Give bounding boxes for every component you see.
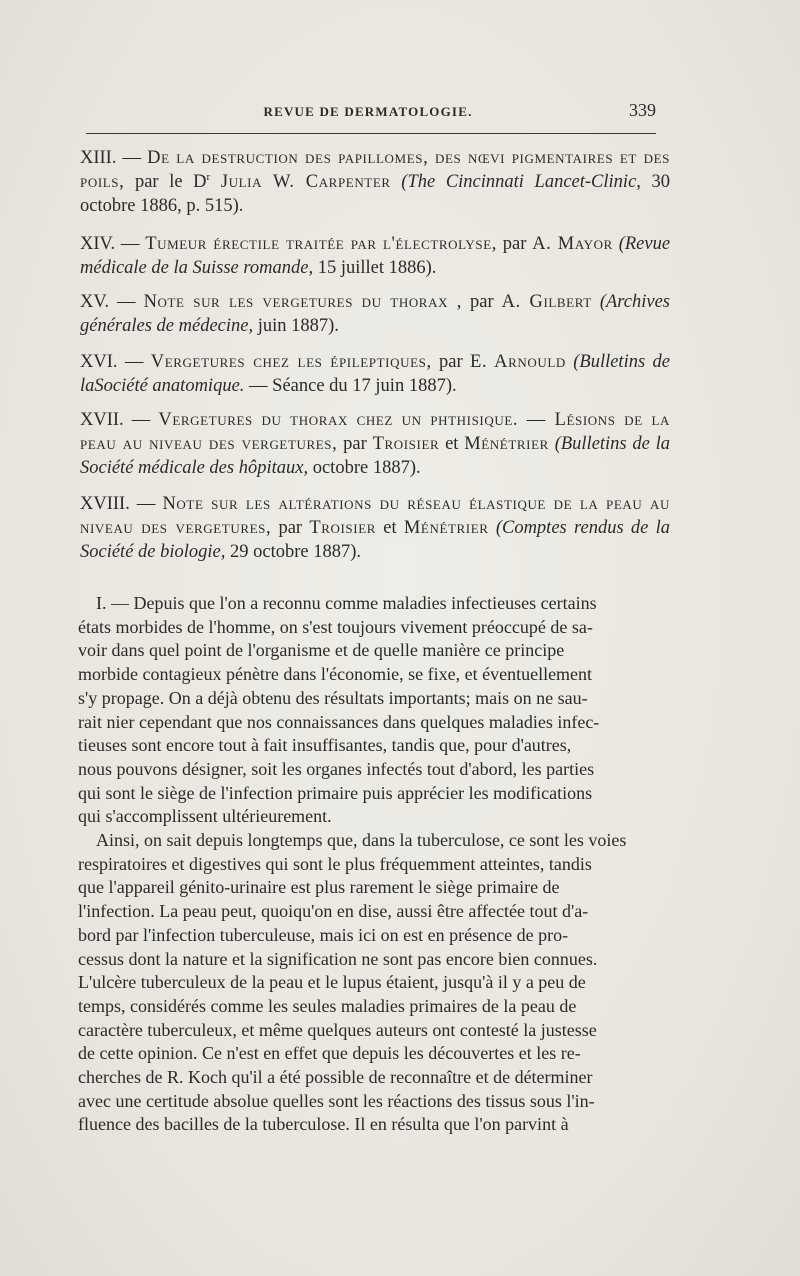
bib-entry-15 bbox=[80, 290, 670, 338]
bib-author: Troisier bbox=[372, 434, 440, 454]
bib-title: Note sur les altérations du réseau élastique de la peau au niveau des vergetures, bbox=[80, 494, 670, 538]
text-line: qui sont le siège de l'infection primaire puis apprécier les modifications bbox=[78, 782, 593, 803]
bib-author: Julia W. Carpenter bbox=[220, 172, 391, 192]
text-line: l'infection. La peau peut, quoiqu'on en dise, aussi être affectée tout d'a- bbox=[78, 901, 589, 922]
paragraph-2 bbox=[78, 829, 656, 1137]
text-line: voir dans quel point de l'organisme et de quelle manière ce principe bbox=[78, 640, 565, 661]
text-line: états morbides de l'homme, on s'est toujours vivement préoccupé de sa- bbox=[78, 616, 593, 637]
bib-entry-17 bbox=[80, 408, 670, 480]
text-line: avec une certitude absolue quelles sont les réactions des tissus sous l'in- bbox=[78, 1090, 595, 1111]
bib-by: par bbox=[439, 352, 463, 372]
bib-title: Tumeur érectile traitée par l'électrolyse, bbox=[145, 234, 497, 254]
bib-sup: r bbox=[206, 170, 211, 183]
text-line: rait nier cependant que nos connaissances dans quelques maladies infec- bbox=[78, 711, 600, 732]
text-line: de cette opinion. Ce n'est en effet que depuis les découvertes et les re- bbox=[78, 1043, 581, 1064]
bib-entry-16 bbox=[80, 350, 670, 398]
running-title: REVUE DE DERMATOLOGIE. bbox=[263, 104, 473, 119]
text-line: cessus dont la nature et la signification ne sont pas encore bien connues. bbox=[78, 948, 598, 969]
bib-date: octobre 1887). bbox=[312, 458, 421, 478]
bib-date: juin 1887). bbox=[257, 316, 339, 336]
text-line: tieuses sont encore tout à fait insuffisantes, tandis que, pour d'autres, bbox=[78, 735, 572, 756]
bib-date: 15 juillet 1886). bbox=[317, 258, 437, 278]
bib-entry-18 bbox=[80, 492, 670, 564]
bib-by: par bbox=[278, 518, 303, 538]
bib-author: A. Gilbert bbox=[501, 292, 592, 312]
bib-number: XVIII. — bbox=[80, 494, 156, 514]
text-line: caractère tuberculeux, et même quelques auteurs ont contesté la justesse bbox=[78, 1019, 597, 1040]
bib-by: par bbox=[469, 292, 494, 312]
bib-source: (Bulletins de la Société médicale des hôpitaux, bbox=[80, 434, 671, 478]
running-head bbox=[80, 100, 656, 126]
bib-title: Vergetures du thorax chez un phthisique. — Lésions de la peau au niveau des vergetures, bbox=[80, 410, 671, 454]
bib-and: et bbox=[383, 518, 397, 538]
bib-and: et bbox=[445, 434, 459, 454]
text-line: L'ulcère tuberculeux de la peau et le lupus étaient, jusqu'à il y a peu de bbox=[78, 972, 586, 993]
bib-title: Vergetures chez les épileptiques, bbox=[150, 352, 432, 372]
text-line: que l'appareil génito-urinaire est plus rarement le siège primaire de bbox=[78, 877, 560, 898]
bib-date: 30 octobre 1886, p. 515). bbox=[80, 172, 671, 216]
bib-source: (Bulletins de laSociété anatomique. bbox=[80, 352, 671, 396]
bib-entry-13 bbox=[80, 146, 670, 218]
bib-source: (Archives générales de médecine, bbox=[80, 292, 671, 336]
bib-by: par le D bbox=[134, 172, 207, 192]
bib-author-2: Ménétrier bbox=[403, 518, 489, 538]
text-line: morbide contagieux pénètre dans l'économie, se fixe, et éventuellement bbox=[78, 664, 593, 685]
bib-source: (Comptes rendus de la Société de biologie, bbox=[80, 518, 670, 562]
bib-source: (Revue médicale de la Suisse romande, bbox=[80, 234, 671, 278]
bib-number: XV. — bbox=[80, 292, 136, 312]
text-line: bord par l'infection tuberculeuse, mais ici on est en présence de pro- bbox=[78, 924, 569, 945]
bib-number: XVII. — bbox=[80, 410, 151, 430]
page-number: 339 bbox=[629, 100, 656, 120]
text-line: temps, considérés comme les seules maladies primaires de la peau de bbox=[78, 995, 577, 1016]
text-line: cherches de R. Koch qu'il a été possible de reconnaître et de déterminer bbox=[78, 1067, 593, 1088]
bib-number: XIII. — bbox=[80, 148, 142, 168]
bib-number: XVI. — bbox=[80, 352, 144, 372]
bib-number: XIV. — bbox=[80, 234, 140, 254]
text-line: nous pouvons désigner, soit les organes infectés tout d'abord, les parties bbox=[78, 758, 595, 779]
bib-entry-14 bbox=[80, 232, 670, 280]
text-line: qui s'accomplissent ultérieurement. bbox=[78, 806, 332, 827]
bib-author: Troisier bbox=[309, 518, 377, 538]
bib-by: par bbox=[502, 234, 527, 254]
bib-title: Note sur les vergetures du thorax , bbox=[143, 292, 462, 312]
header-rule bbox=[86, 133, 656, 134]
bib-author: A. Mayor bbox=[532, 234, 613, 254]
bib-date: 29 octobre 1887). bbox=[230, 542, 362, 562]
bib-date: — Séance du 17 juin 1887). bbox=[249, 376, 457, 396]
bib-title: De la destruction des papillomes, des nœvi pigmentaires et des poils, bbox=[80, 148, 671, 192]
paragraph-1 bbox=[78, 592, 656, 829]
bib-by: par bbox=[343, 434, 367, 454]
text-line: s'y propage. On a déjà obtenu des résultats importants; mais on ne sau- bbox=[78, 687, 588, 708]
bib-author-2: Ménétrier bbox=[464, 434, 549, 454]
text-line: respiratoires et digestives qui sont le plus fréquemment atteintes, tandis bbox=[78, 853, 592, 874]
text-line: I. — Depuis que l'on a reconnu comme maladies infectieuses certains bbox=[96, 593, 597, 613]
text-line: Ainsi, on sait depuis longtemps que, dans la tuberculose, ce sont les voies bbox=[96, 830, 627, 850]
bib-source: (The Cincinnati Lancet-Clinic, bbox=[401, 172, 641, 192]
bib-author: E. Arnould bbox=[470, 352, 566, 372]
text-line: fluence des bacilles de la tuberculose. Il en résulta que l'on parvint à bbox=[78, 1114, 569, 1135]
